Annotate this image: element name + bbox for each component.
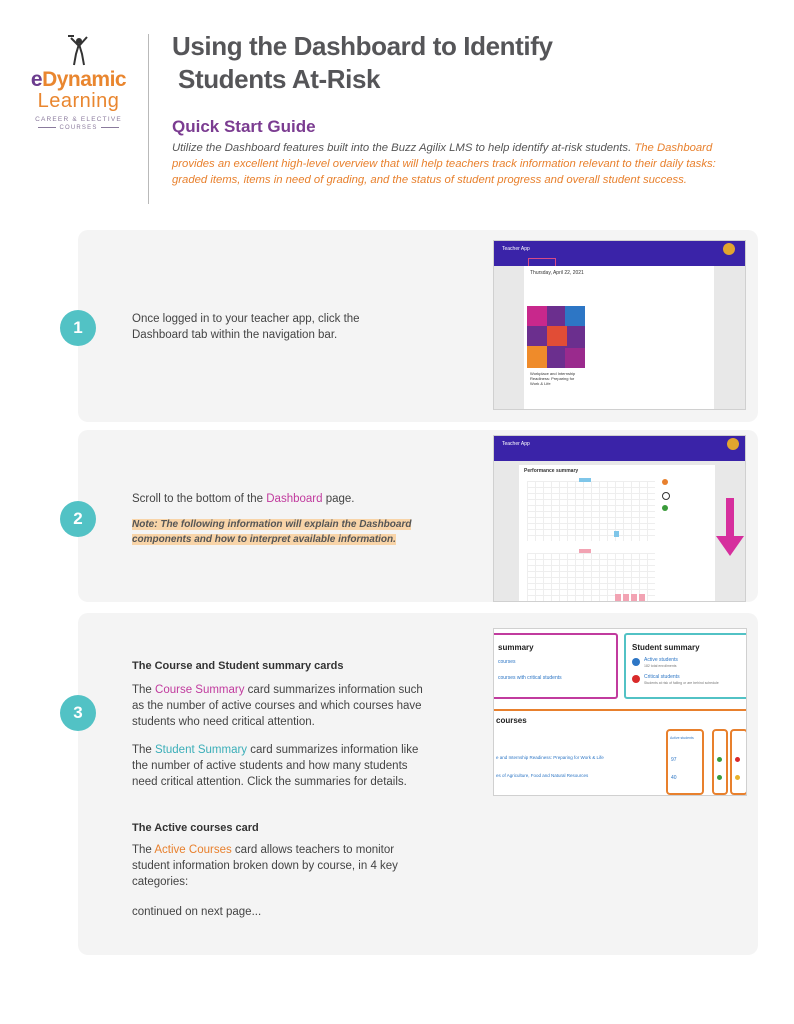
app-title: Teacher App	[502, 441, 530, 447]
globe-icon	[632, 658, 640, 666]
student-summary-link: Student Summary	[155, 744, 248, 756]
avatar	[723, 243, 735, 255]
legend-swatch-pink	[579, 549, 591, 553]
p3-before: The	[132, 844, 155, 856]
avatar	[727, 438, 739, 450]
performance-title: Performance summary	[524, 468, 579, 474]
active-students-column-highlight	[666, 729, 704, 795]
courses-link[interactable]: courses	[498, 659, 516, 665]
edynamic-logo	[26, 34, 131, 144]
row-1-course-name[interactable]: e and Internship Readiness: Preparing for Work & Life	[496, 755, 604, 760]
alert-icon	[632, 675, 640, 683]
student-summary-card[interactable]	[624, 633, 747, 699]
critical-students-link[interactable]: Critical students	[644, 674, 680, 680]
chart-grid-top	[527, 481, 655, 541]
student-summary-paragraph	[132, 742, 432, 790]
page-subtitle: Quick Start Guide	[172, 117, 316, 136]
header-divider	[148, 34, 149, 204]
logo-word-learning: Learning	[37, 90, 120, 112]
active-courses-card-title: courses	[496, 716, 527, 725]
logo-letter-e: e	[30, 68, 43, 91]
title-line-2: Students At-Risk	[178, 64, 381, 94]
step-1-number: 1	[60, 310, 96, 346]
dashboard-link: Dashboard	[266, 493, 323, 505]
logo-tagline-courses: COURSES	[26, 125, 131, 131]
p3-after: card allows teachers to monitor student information broken down by course, in 4 key categories:	[132, 844, 398, 888]
active-students-column-header: Active students	[670, 736, 694, 740]
app-title: Teacher App	[502, 246, 530, 252]
chart-bars-pink	[615, 594, 647, 601]
intro-text	[172, 140, 752, 188]
active-students-sub: 182 total enrollments	[644, 664, 677, 668]
intro-gray: Utilize the Dashboard features built into the Buzz Agilix LMS to help identify at-risk students.	[172, 142, 632, 154]
dashboard-area	[524, 266, 714, 409]
app-bar	[494, 436, 745, 453]
step-2-text-before: Scroll to the bottom of the	[132, 493, 267, 505]
course-summary-paragraph	[132, 682, 432, 730]
scroll-down-arrow-icon	[716, 498, 744, 556]
row-1-active-value[interactable]: 97	[671, 757, 677, 763]
row-2-active-value[interactable]: 40	[671, 775, 677, 781]
tab-row	[494, 258, 745, 266]
step-3-screenshot	[493, 628, 747, 796]
active-students-link[interactable]: Active students	[644, 657, 678, 663]
row-2-course-name[interactable]: es of Agriculture, Food and Natural Resources	[496, 773, 589, 778]
p2-before: The	[132, 744, 156, 756]
step-2-screenshot	[493, 435, 746, 602]
status-dot-clock	[662, 492, 670, 500]
tab-row	[494, 453, 745, 461]
p1-after: card summarizes information such as the number of active courses and which courses have students who need critical attention.	[132, 684, 423, 728]
status-column-highlight-1	[712, 729, 728, 795]
step-3-number: 3	[60, 695, 96, 731]
step-1-text: Once logged in to your teacher app, click the Dashboard tab within the navigation bar.	[132, 313, 360, 341]
chart-bar-blue	[614, 531, 619, 537]
course-summary-card[interactable]	[493, 633, 618, 699]
app-bar	[494, 241, 745, 258]
heading-active-courses: The Active courses card	[132, 822, 259, 834]
course-summary-card-title: summary	[498, 643, 534, 652]
dashboard-date: Thursday, April 22, 2021	[530, 270, 584, 276]
p2-after: card summarizes information like the number of active students and how many students need critical attention. Click the summaries for details.	[132, 744, 419, 788]
note-text: Note: The following information will explain the Dashboard components and how to interpret available information.	[132, 519, 412, 545]
active-courses-card	[493, 709, 747, 796]
status-column-highlight-2	[730, 729, 747, 795]
intro-orange: The Dashboard provides an excellent high-level overview that will help teachers track information relevant to their daily tasks: graded items, items in need of grading, and the status of student progress and overall student success.	[172, 142, 716, 186]
graduate-figure-icon	[66, 34, 92, 66]
course-summary-link: Course Summary	[155, 684, 245, 696]
logo-word-dynamic: Dynamic	[42, 68, 127, 91]
page-title	[172, 30, 732, 96]
step-2-number: 2	[60, 501, 96, 537]
p1-before: The	[132, 684, 156, 696]
course-card-image	[527, 306, 585, 368]
critical-students-sub: Students at risk of failing or are behind schedule	[644, 681, 719, 685]
critical-courses-link[interactable]: courses with critical students	[498, 675, 562, 681]
course-card-title: Workplace and Internship Readiness: Preparing for Work & Life	[530, 371, 576, 386]
step-2-note	[132, 517, 422, 547]
performance-panel	[519, 465, 715, 601]
title-line-1: Using the Dashboard to Identify	[172, 31, 553, 61]
logo-tagline: CAREER & ELECTIVE	[35, 116, 122, 123]
student-summary-card-title: Student summary	[632, 643, 700, 652]
status-dot-green	[662, 505, 668, 511]
heading-summary-cards: The Course and Student summary cards	[132, 660, 344, 672]
step-2-text	[132, 491, 432, 507]
step-2-text-after: page.	[322, 493, 355, 505]
status-dot-orange	[662, 479, 668, 485]
step-1-screenshot	[493, 240, 746, 410]
active-courses-paragraph	[132, 842, 432, 890]
legend-swatch-blue	[579, 478, 591, 482]
active-courses-link: Active Courses	[154, 844, 232, 856]
continued-note: continued on next page...	[132, 906, 262, 918]
